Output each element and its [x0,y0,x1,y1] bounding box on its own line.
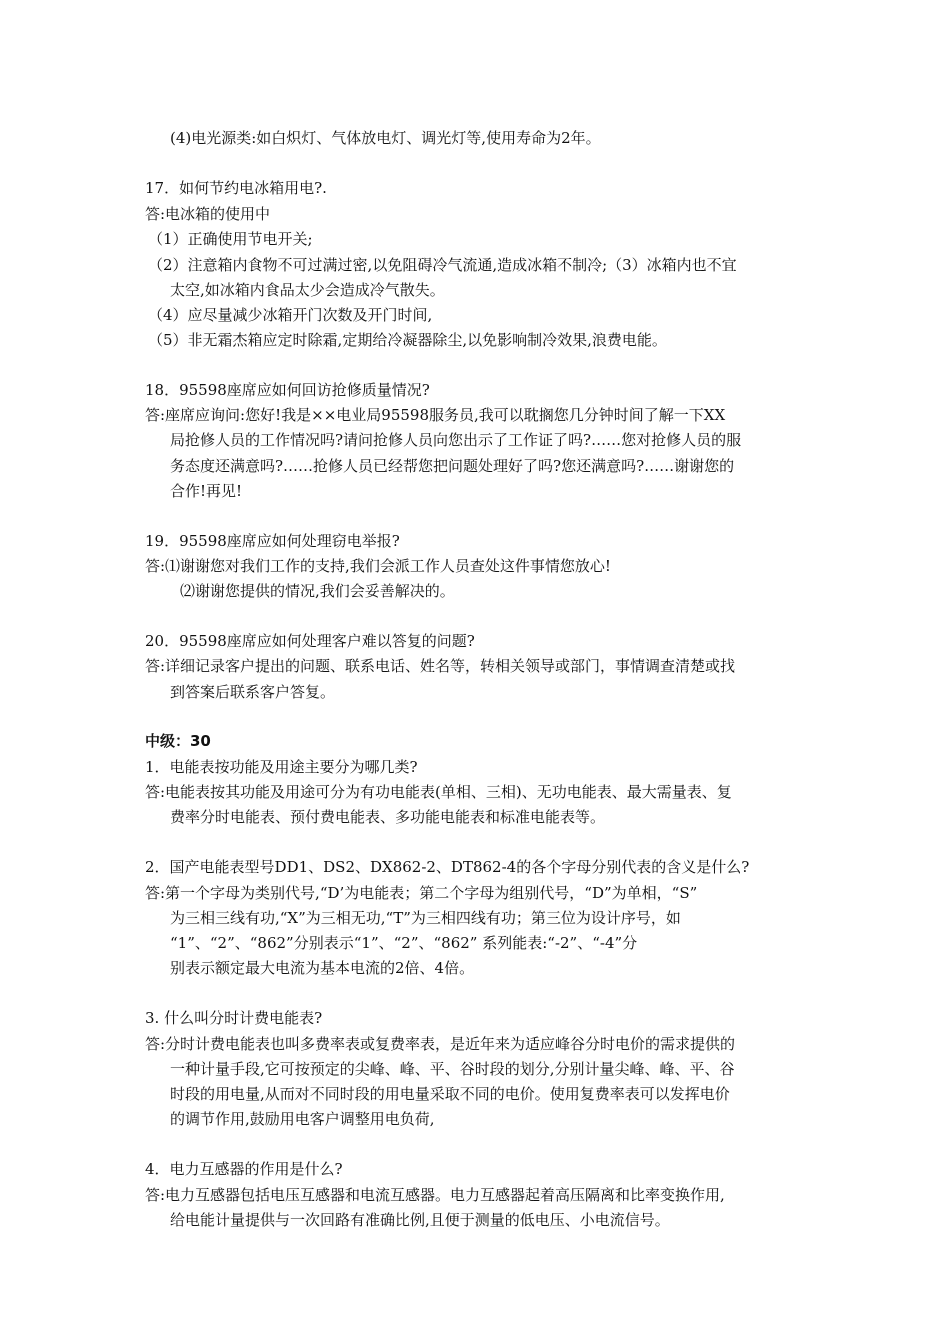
answer-item-continued: 太空,如冰箱内食品太少会造成冷气散失。 [170,281,445,299]
answer-continued: 给电能计量提供与一次回路有准确比例,且便于测量的低电压、小电流信号。 [170,1211,670,1229]
question-17: 17．如何节约电冰箱用电?. [145,179,327,197]
answer-item: （4）应尽量减少冰箱开门次数及开门时间, [148,306,433,324]
answer-item: （5）非无霜杰箱应定时除霜,定期给冷凝器除尘,以免影响制冷效果,浪费电能。 [148,331,667,349]
answer-17: 答:电冰箱的使用中 [145,205,271,223]
answer-continued: ⑵谢谢您提供的情况,我们会妥善解决的。 [180,582,455,600]
answer-continued: 务态度还满意吗?……抢修人员已经帮您把问题处理好了吗?您还满意吗?……谢谢您的 [170,457,735,475]
answer-continued: 一种计量手段,它可按预定的尖峰、峰、平、谷时段的划分,分别计量尖峰、峰、平、谷 [170,1060,735,1078]
answer-continued: 费率分时电能表、预付费电能表、多功能电能表和标准电能表等。 [170,808,606,826]
answer-continued: “1”、“2”、“862”分别表示“1”、“2”、“862” 系列能表:“-2”、“-4”分 [170,934,638,952]
question-1: 1．电能表按功能及用途主要分为哪几类? [145,758,418,776]
answer-continued: 的调节作用,鼓励用电客户调整用电负荷, [170,1110,435,1128]
answer-4: 答:电力互感器包括电压互感器和电流互感器。电力互感器起着高压隔离和比率变换作用, [145,1186,725,1204]
question-19: 19．95598座席应如何处理窃电举报? [145,532,400,550]
question-3: 3. 什么叫分时计费电能表? [145,1009,323,1027]
text-line: (4)电光源类:如白炽灯、气体放电灯、调光灯等,使用寿命为2年。 [170,129,601,147]
question-2: 2．国产电能表型号DD1、DS2、DX862-2、DT862-4的各个字母分别代表的含义是什么? [145,858,750,876]
question-4: 4．电力互感器的作用是什么? [145,1160,343,1178]
answer-continued: 别表示额定最大电流为基本电流的2倍、4倍。 [170,959,475,977]
section-heading: 中级：30 [145,732,211,750]
answer-continued: 合作!再见! [170,482,243,500]
question-20: 20．95598座席应如何处理客户难以答复的问题? [145,632,475,650]
answer-continued: 到答案后联系客户答复。 [170,683,336,701]
answer-2: 答:第一个字母为类别代号,“D’为电能表；第二个字母为组别代号，“D”为单相，“S” [145,884,698,902]
answer-3: 答:分时计费电能表也叫多费率表或复费率表，是近年来为适应峰谷分时电价的需求提供的 [145,1035,736,1053]
answer-continued: 为三相三线有功,“X”为三相无功,“T”为三相四线有功；第三位为设计序号，如 [170,909,681,927]
question-18: 18．95598座席应如何回访抢修质量情况? [145,381,430,399]
answer-continued: 局抢修人员的工作情况吗?请问抢修人员向您出示了工作证了吗?……您对抢修人员的服 [170,431,742,449]
answer-1: 答:电能表按其功能及用途可分为有功电能表(单相、三相)、无功电能表、最大需量表、复 [145,783,732,801]
answer-20: 答:详细记录客户提出的问题、联系电话、姓名等，转相关领导或部门，事情调查清楚或找 [145,657,736,675]
answer-item: （1）正确使用节电开关; [148,230,313,248]
answer-continued: 时段的用电量,从而对不同时段的用电量采取不同的电价。使用复费率表可以发挥电价 [170,1085,730,1103]
answer-item: （2）注意箱内食物不可过满过密,以免阻碍冷气流通,造成冰箱不制冷;（3）冰箱内也不宜 [148,256,737,274]
answer-18: 答:座席应询问:您好!我是××电业局95598服务员,我可以耽搁您几分钟时间了解一下XX [145,406,726,424]
answer-19: 答:⑴谢谢您对我们工作的支持,我们会派工作人员查处这件事情您放心! [145,557,611,575]
